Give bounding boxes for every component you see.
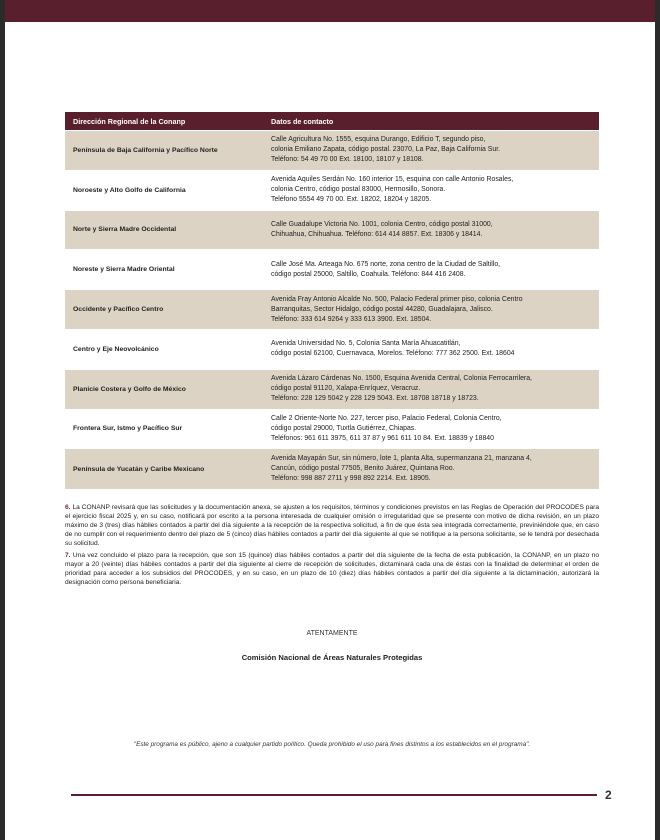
contact-line: Teléfono: 998 887 2711 y 998 892 2214. Ext. 18905. bbox=[271, 475, 431, 483]
contact-line: Avenida Universidad No. 5, Colonia Santa María Ahuacatitlán, bbox=[271, 340, 461, 348]
header-band bbox=[5, 0, 655, 22]
contact-line: Avenida Lázaro Cárdenas No. 1500, Esquina Avenida Central, Colonia Ferrocarrilera, bbox=[271, 375, 532, 383]
contact-cell bbox=[263, 409, 599, 449]
contact-line: Avenida Fray Antonio Alcalde No. 500, Palacio Federal primer piso, colonia Centro bbox=[271, 295, 523, 303]
program-disclaimer: "Este programa es público, ajeno a cualquier partido político. Queda prohibido el uso para fines distintos a los establecidos en el programa". bbox=[133, 741, 531, 748]
header-region: Dirección Regional de la Conanp bbox=[65, 112, 263, 131]
table-row bbox=[65, 409, 599, 449]
note-text: Una vez concluido el plazo para la recepción, que son 15 (quince) días hábiles contados a partir del día siguiente de la fecha de esta publicación, la CONANP, en un plazo no mayor a 20 (veinte) días hábiles contados a partir del día siguiente al cierre de recepción de solicitudes, dictaminará cada una de éstas con la finalidad de determinar el orden de prioridad para acceder a los subsidios del PROCODES, y en su caso, en un plazo de 10 (diez) días hábiles contados a partir del día siguiente a la dictaminación, autorizará la designación como persona beneficiaria. bbox=[65, 552, 599, 586]
header-contact: Datos de contacto bbox=[263, 112, 599, 131]
contact-line: colonia Centro, código postal 83000, Hermosillo, Sonora. bbox=[271, 186, 446, 194]
contact-line: Cancún, código postal 77505, Benito Juárez, Quintana Roo. bbox=[271, 465, 455, 473]
region-cell: Planicie Costera y Golfo de México bbox=[65, 369, 263, 409]
note-item bbox=[65, 551, 599, 587]
footer-rule bbox=[71, 794, 597, 796]
contact-line: Calle José Ma. Arteaga No. 675 norte, zona centro de la Ciudad de Saltillo, bbox=[271, 260, 501, 268]
contact-line: Teléfono: 228 129 5042 y 228 129 5043. Ext. 18708 18718 y 18723. bbox=[271, 395, 479, 403]
region-cell: Noroeste y Alto Golfo de California bbox=[65, 170, 263, 210]
region-cell: Occidente y Pacífico Centro bbox=[65, 290, 263, 330]
region-cell: Noreste y Sierra Madre Oriental bbox=[65, 250, 263, 290]
contact-line: Calle 2 Oriente-Norte No. 227, tercer piso, Palacio Federal, Colonia Centro, bbox=[271, 414, 502, 422]
contact-line: Barranquitas, Sector Hidalgo, código postal 44280, Guadalajara, Jalisco. bbox=[271, 305, 493, 313]
region-cell: Península de Baja California y Pacífico Norte bbox=[65, 131, 263, 171]
contact-line: Calle Guadalupe Victoria No. 1001, colonia Centro, código postal 31000, bbox=[271, 220, 493, 228]
table-row bbox=[65, 210, 599, 250]
table-row bbox=[65, 250, 599, 290]
note-text: La CONANP revisará que las solicitudes y la documentación anexa, se ajusten a los requisitos, términos y condiciones previstos en las Reglas de Operación del PROCODES para el ejercicio fiscal 2025 y, en su caso, notificará por escrito a la persona interesada de cualquier omisión o irregularidad que se presente con motivo de dicha revisión, en un plazo máximo de 3 (tres) días hábiles contados a partir del día siguiente a la recepción de la respectiva solicitud, a fin de que ésta sea integrada correctamente, previniéndole que, en caso de no cumplir con el requerimiento dentro del plazo de 5 (cinco) días hábiles contados a partir del día siguiente al que se notifique a la persona solicitante, se le tendrá por desechada su solicitud. bbox=[65, 504, 599, 547]
region-cell: Centro y Eje Neovolcánico bbox=[65, 329, 263, 369]
region-cell: Norte y Sierra Madre Occidental bbox=[65, 210, 263, 250]
table-header-row bbox=[65, 112, 599, 131]
table-row bbox=[65, 131, 599, 171]
contact-line: Avenida Aquiles Serdán No. 160 interior 15, esquina con calle Antonio Rosales, bbox=[271, 176, 514, 184]
table-row bbox=[65, 329, 599, 369]
table-row bbox=[65, 290, 599, 330]
agency-name: Comisión Nacional de Áreas Naturales Protegidas bbox=[241, 653, 423, 662]
contact-line: código postal 25000, Saltillo, Coahuila. Teléfono: 844 416 2408. bbox=[271, 270, 466, 278]
contact-cell bbox=[263, 170, 599, 210]
contact-line: código postal 91120, Xalapa-Enríquez, Veracruz. bbox=[271, 385, 421, 393]
contact-cell bbox=[263, 369, 599, 409]
document-page bbox=[5, 0, 655, 840]
contact-line: Chihuahua, Chihuahua. Teléfono: 614 414 8857. Ext. 18306 y 18414. bbox=[271, 230, 483, 238]
closing-text: ATENTAMENTE bbox=[306, 630, 358, 637]
page-number: 2 bbox=[605, 788, 612, 802]
contact-line: Teléfono: 333 614 9264 y 333 613 3900. Ext. 18504. bbox=[271, 315, 432, 323]
contact-line: Teléfonos: 961 611 3975, 611 37 87 y 961 611 10 84. Ext. 18839 y 18840 bbox=[271, 434, 494, 442]
contact-cell bbox=[263, 210, 599, 250]
note-number: 7. bbox=[65, 552, 71, 559]
contact-cell bbox=[263, 250, 599, 290]
contact-line: Calle Agricultura No. 1555, esquina Durango, Edificio T, segundo piso, bbox=[271, 136, 486, 144]
note-item bbox=[65, 503, 599, 548]
region-cell: Frontera Sur, Istmo y Pacífico Sur bbox=[65, 409, 263, 449]
contact-cell bbox=[263, 290, 599, 330]
contact-cell bbox=[263, 131, 599, 171]
notes-section bbox=[65, 503, 599, 590]
note-number: 6. bbox=[65, 504, 71, 511]
table-row bbox=[65, 369, 599, 409]
contact-line: colonia Emiliano Zapata, código postal. 23070, La Paz, Baja California Sur. bbox=[271, 146, 501, 154]
contact-line: Avenida Mayapán Sur, sin número, lote 1, planta Alta, supermanzana 21, manzana 4, bbox=[271, 455, 532, 463]
contact-line: Teléfono 5554 49 70 00. Ext. 18202, 18204 y 18205. bbox=[271, 196, 432, 204]
contact-cell bbox=[263, 329, 599, 369]
contact-line: Teléfono: 54 49 70 00 Ext. 18100, 18107 y 18108. bbox=[271, 156, 424, 164]
table-row bbox=[65, 449, 599, 489]
region-cell: Península de Yucatán y Caribe Mexicano bbox=[65, 449, 263, 489]
contact-cell bbox=[263, 449, 599, 489]
table-row bbox=[65, 170, 599, 210]
contact-line: código postal 62100, Cuernavaca, Morelos. Teléfono: 777 362 2500. Ext. 18604 bbox=[271, 350, 515, 358]
contact-line: código postal 29000, Tuxtla Gutiérrez, Chiapas. bbox=[271, 424, 417, 432]
regional-offices-table bbox=[65, 112, 599, 489]
